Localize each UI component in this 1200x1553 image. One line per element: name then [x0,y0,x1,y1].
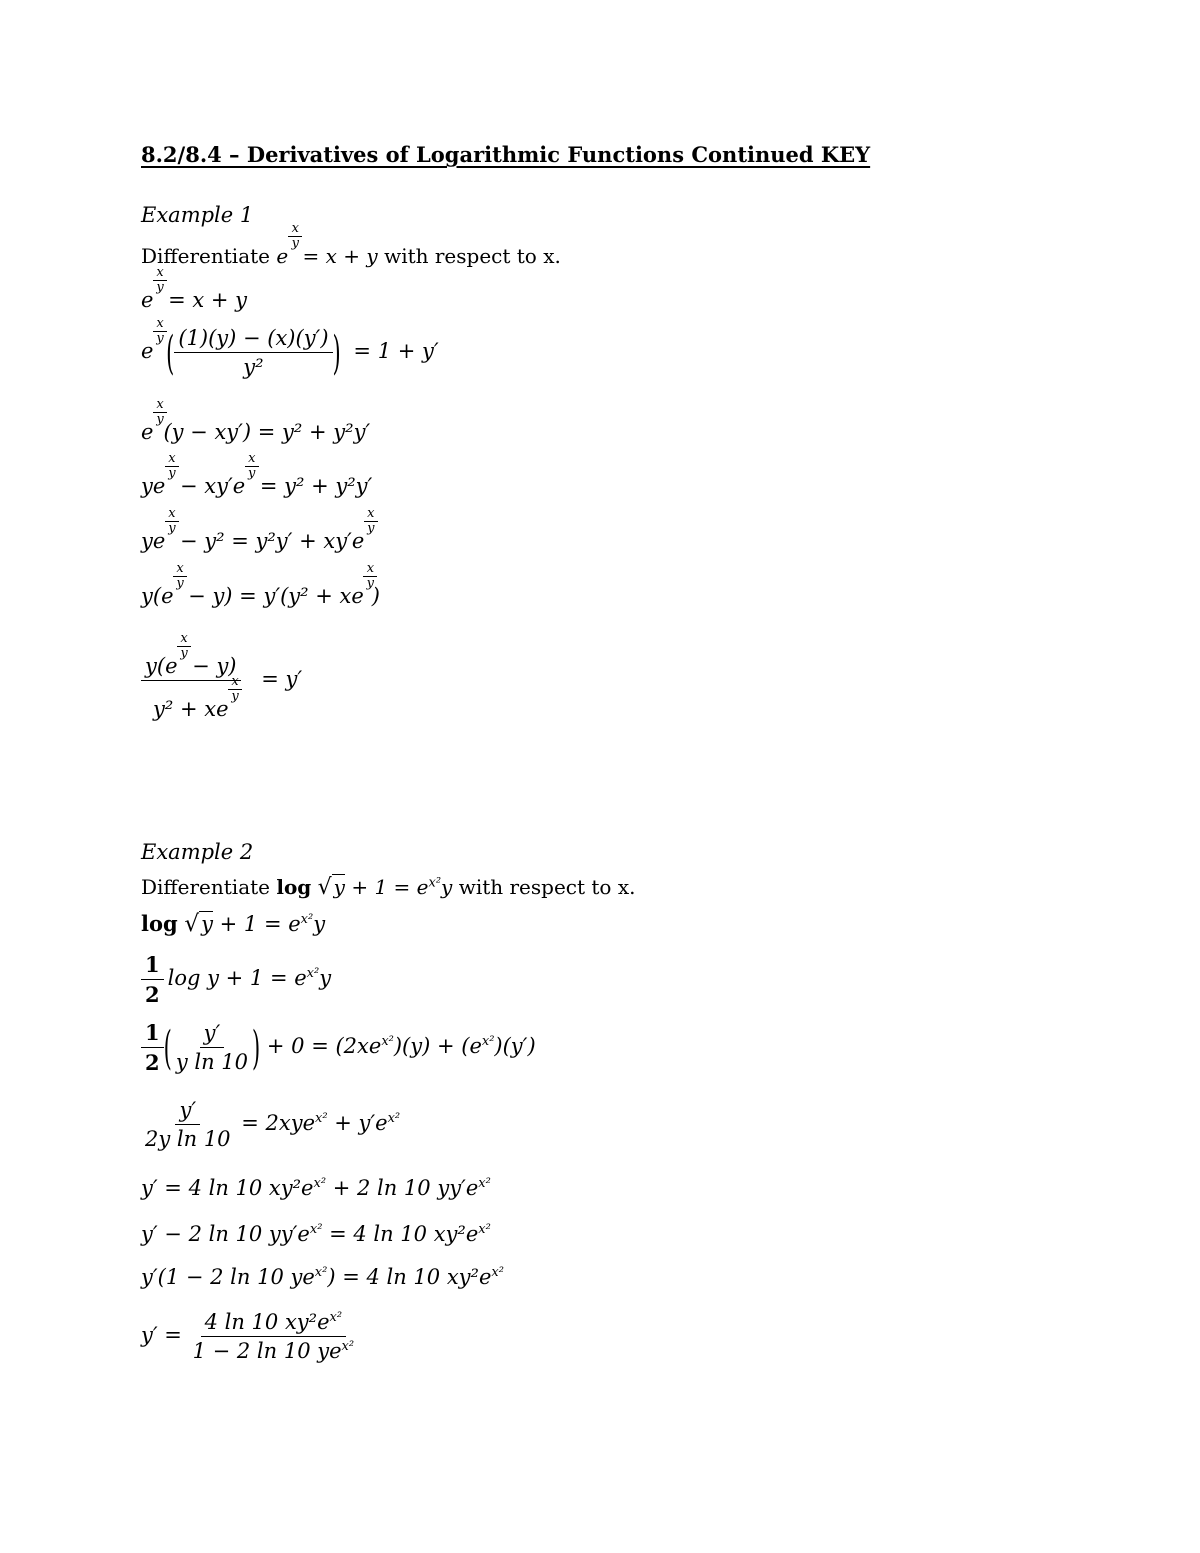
ex1-line-4: ye x y − xy′e x y = y² + y²y′ [141,451,373,498]
page-title: 8.2/8.4 – Derivatives of Logarithmic Functions Continued KEY [141,142,871,167]
example-1-heading: Example 1 [141,203,254,227]
ex2-line-5: y′ = 4 ln 10 $xy^2e^{x^2} + 2$ ln 10 $yy'e^{x^2}$ [141,1176,491,1200]
ex2-line-4: $\frac{y'}{\text{2y ln 10}}$ = $2xye^{x^2} + y'e^{x^2}$ [145,1098,401,1151]
example-1-prompt: Differentiate e x y = x + y with respect to x. [141,221,561,268]
ex2-line-1: $\log √y + 1 = e^{x^2}y$ [141,911,326,937]
ex2-line-7: y′(1 − 2 ln 10 $ye^{x^2}) = 4$ ln 10 $xy^2e^{x^2}$ [141,1265,504,1289]
example-2-prompt: Differentiate log √ $y + 1 = e^{x^2}y$ with respect to x. [141,875,636,900]
ex1-line-7: y(e x y − y) y² + xe x y = y′ [141,640,302,721]
ex1-line-2: e x y ( $\frac{(1)(y) - (x)(y')}{\text{y²}}$ ) = 1 + y′ [141,316,439,379]
ex1-line-3: e x y (y − xy′) = y² + y²y′ [141,397,371,444]
ex1-line-5: ye x y − y² = y²y′ + xy′e x y [141,529,364,553]
ex2-line-6: y′ − 2 ln 10 $yy'e^{x^2} = 4$ ln 10 $xy^2e^{x^2}$ [141,1222,491,1246]
example-2-heading: Example 2 [141,840,254,864]
exp-term: e x y [276,244,288,268]
ex2-line-3: $\frac{1}{2}$ ( $\frac{y'}{\text{y ln 10}}$ ) + $0 = (2xe^{x^2})(y) + (e^{x^2})(y')$ [141,1020,536,1075]
ex1-line-6: y(e x y − y) = y′(y² + xe x y ) [141,561,380,608]
ex2-line-2: $\frac{1}{2}$ $\log y + 1 = e^{x^2}y$ [141,952,331,1007]
ex1-line-1: e x y = x + y [141,265,248,312]
ex2-line-8: y′ = $\frac{4 \ln 10 xy^2e^{x^2}}{1 - 2 \ln 10 ye^{x^2}}$ [141,1310,355,1363]
